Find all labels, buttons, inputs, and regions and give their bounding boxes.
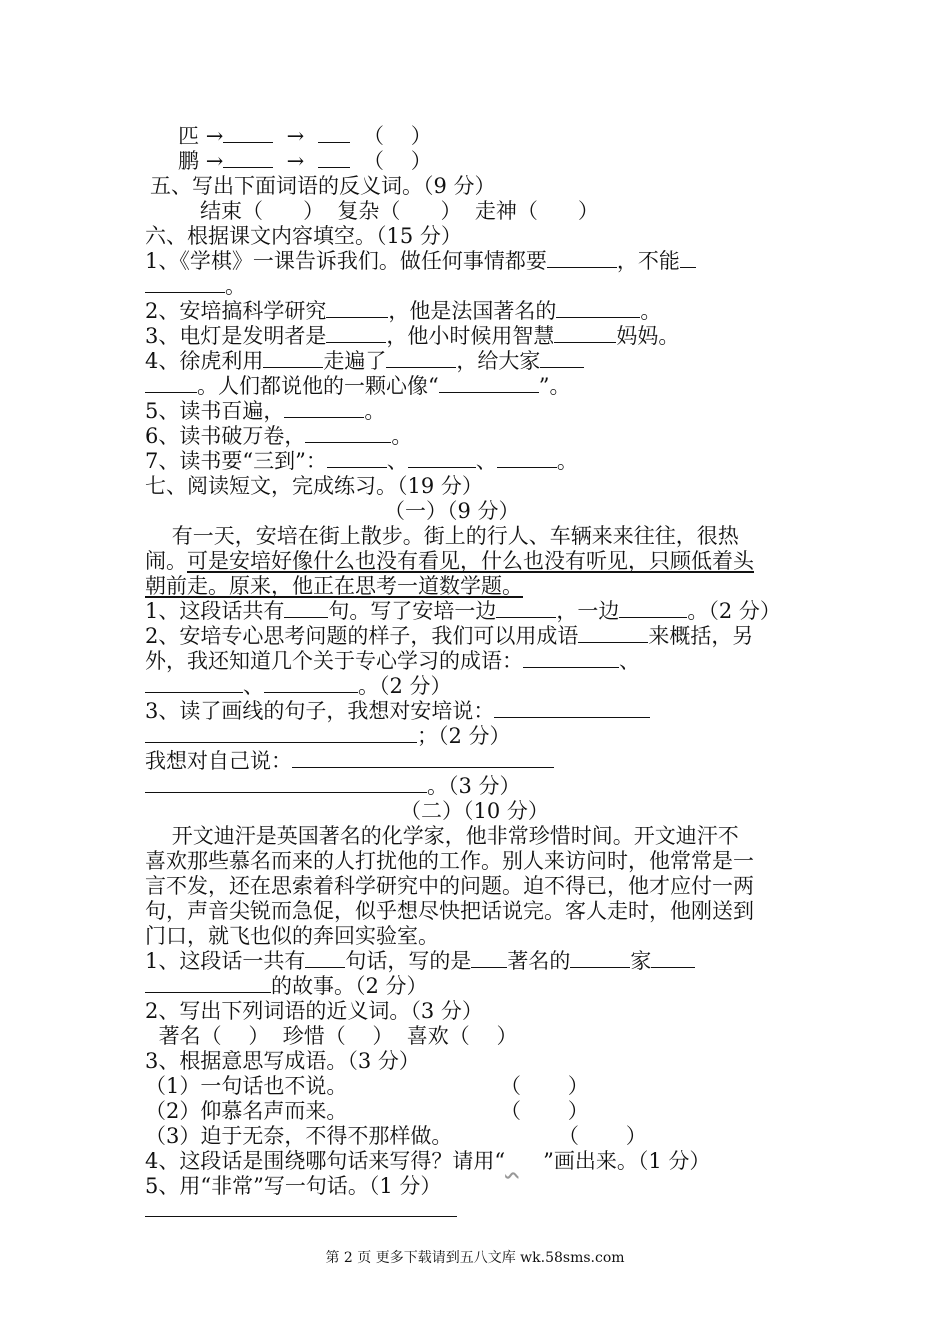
part2-heading: （二）（10 分） [400,799,549,823]
s7b-q3: 3、根据意思写成语。（3 分） [145,1049,420,1073]
idiom-item-1: （1）一句话也不说。 [145,1074,348,1098]
passage1-line1: 有一天，安培在街上散步。街上的行人、车辆来来往往，很热 [145,524,739,548]
s7-q2-cont: 外，我还知道几个关于专心学习的成语： 、 [145,649,640,673]
antonym-items: 结束（ ） 复杂（ ） 走神（ ） [200,199,599,223]
s7-q2-cont2: 、 。（2 分） [145,674,452,699]
s6-q7: 7、读书要“三到”： 、 、 。 [145,449,578,473]
idiom-item-3: （3）迫于无奈，不得不那样做。 [145,1124,453,1148]
part1-heading: （一）（9 分） [384,499,520,523]
wavy-line-mark [505,1149,543,1174]
section6-heading: 六、根据课文内容填空。（15 分） [145,224,462,248]
s7b-q4: 4、这段话是围绕哪句话来写得？请用“ ”画出来。（1 分） [145,1149,711,1173]
s7-q1: 1、这段话共有 句。写了安培一边 ，一边 。（2 分） [145,599,781,623]
s6-q2: 2、安培搞科学研究 ，他是法国著名的 。 [145,299,662,323]
s7b-q5: 5、用“非常”写一句话。（1 分） [145,1174,442,1198]
s7-q3-self: 我想对自己说： [145,749,554,774]
s6-q6: 6、读书破万卷， 。 [145,424,413,448]
idiom-paren-2: （ ） [500,1099,589,1123]
s7-q3-self-cont: 。（3 分） [145,774,521,799]
s7-q3: 3、读了画线的句子，我想对安培说： [145,699,650,724]
section5-heading: 五、写出下面词语的反义词。（9 分） [150,174,496,198]
idiom-paren-3: （ ） [558,1124,647,1148]
word-chain-pi: 匹 → → （ ） [178,124,432,148]
s7-q2: 2、安培专心思考问题的样子，我们可以用成语 来概括，另 [145,624,754,648]
passage2-line4: 句，声音尖锐而急促，似乎想尽快把话说完。客人走时，他刚送到 [145,899,754,923]
passage2-line3: 言不发，还在思索着科学研究中的问题。迫不得已，他才应付一两 [145,874,754,898]
s6-q1-cont: 。 [145,274,246,299]
passage1-line3: 朝前走。原来，他正在思考一道数学题。 [145,574,523,598]
passage1-line2: 闹。可是安培好像什么也没有看见，什么也没有听见，只顾低着头 [145,549,754,573]
page-footer: 第 2 页 更多下载请到五八文库 wk.58sms.com [325,1250,625,1266]
word-chain-peng: 鹏 → → （ ） [178,149,432,173]
passage2-line1: 开文迪汗是英国著名的化学家，他非常珍惜时间。开文迪汗不 [145,824,739,848]
s6-q4: 4、徐虎利用 走遍了 ，给大家 [145,349,584,374]
idiom-paren-1: （ ） [500,1074,589,1098]
s6-q5: 5、读书百遍， 。 [145,399,386,423]
section7-heading: 七、阅读短文，完成练习。（19 分） [145,474,483,498]
s7-q3-cont: ；（2 分） [145,724,511,749]
s6-q1: 1、《学棋》一课告诉我们。做任何事情都要 ，不能 [145,249,696,274]
underlined-sentence: 可是安培好像什么也没有看见，什么也没有听见，只顾低着头 [187,549,754,573]
s6-q4-cont: 。人们都说他的一颗心像“ ”。 [145,374,571,399]
idiom-item-2: （2）仰慕名声而来。 [145,1099,348,1123]
synonym-items: 著名（ ） 珍惜（ ） 喜欢（ ） [152,1024,518,1048]
passage2-line2: 喜欢那些慕名而来的人打扰他的工作。别人来访问时，他常常是一 [145,849,754,873]
s7b-q1: 1、这段话一共有 句话，写的是 著名的 家 [145,949,695,974]
s7b-q1-cont: 的故事。（2 分） [145,974,428,999]
s7b-q2: 2、写出下列词语的近义词。（3 分） [145,999,483,1023]
answer-line [145,1216,457,1217]
passage2-line5: 门口，就飞也似的奔回实验室。 [145,924,439,948]
s6-q3: 3、电灯是发明者是 ，他小时候用智慧 妈妈。 [145,324,680,348]
